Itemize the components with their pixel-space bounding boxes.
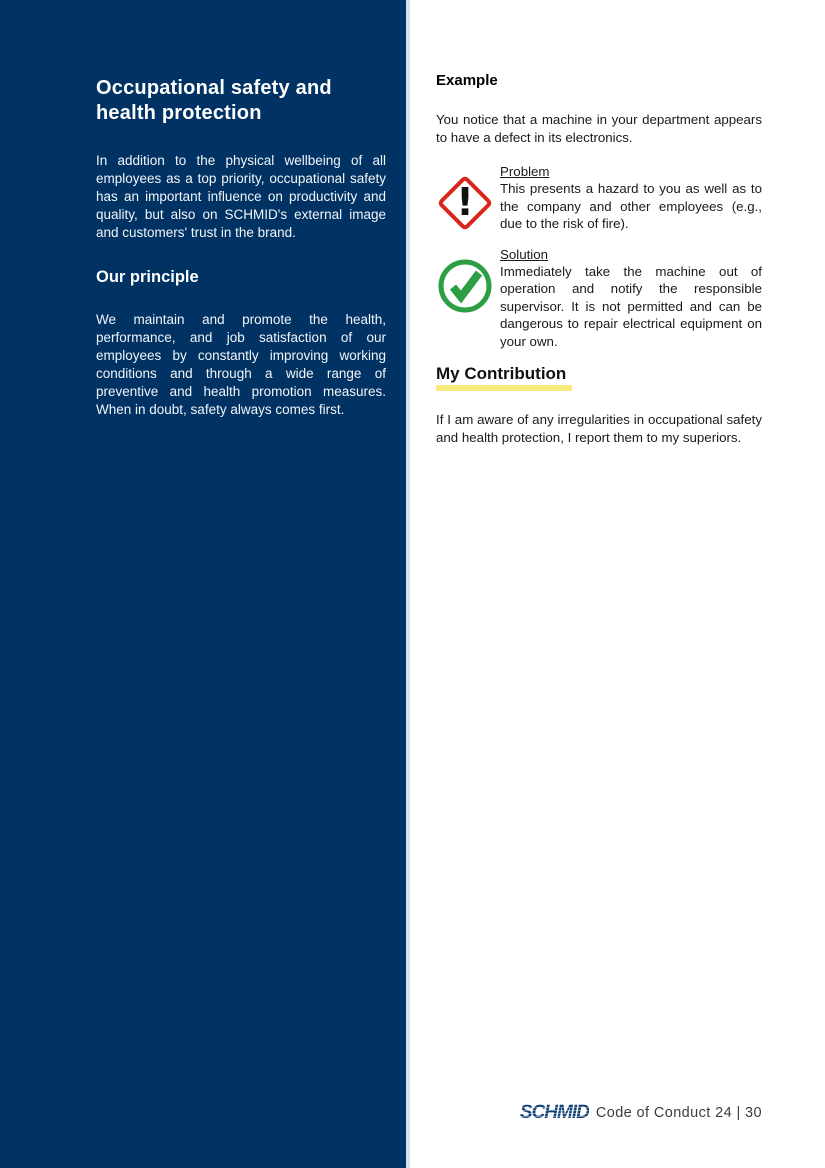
left-content	[96, 76, 386, 445]
problem-text-block	[500, 164, 762, 233]
footer-page-label: Code of Conduct 24 | 30	[595, 1105, 762, 1121]
solution-row	[436, 247, 762, 351]
yellow-highlight-underline	[436, 385, 572, 391]
intro-paragraph: In addition to the physical wellbeing of all employees as a top priority, occupational safety has an important influence on productivity and quality, but also on SCHMID's external image and customers' trust in the brand.	[96, 153, 386, 240]
solution-icon-cell	[436, 247, 500, 315]
principle-paragraph: We maintain and promote the health, performance, and job satisfaction of our employees by constantly improving working conditions and through a wide range of preventive and health promotion measures. When in doubt, safety always comes first.	[96, 312, 386, 417]
schmid-logo: SCHMID	[519, 1102, 589, 1123]
right-column	[436, 72, 762, 446]
page-title: Occupational safety and health protection	[96, 77, 332, 124]
left-navy-panel	[0, 0, 410, 1168]
check-circle-icon	[436, 257, 494, 315]
solution-label: Solution	[500, 246, 549, 262]
problem-icon-cell	[436, 164, 500, 232]
contribution-paragraph: If I am aware of any irregularities in occupational safety and health protection, I report them to my superiors.	[436, 412, 762, 445]
solution-paragraph: Immediately take the machine out of operation and notify the responsible supervisor. It is not permitted and can be dangerous to repair electrical equipment on your own.	[500, 263, 762, 349]
problem-label: Problem	[500, 164, 550, 179]
example-heading: Example	[436, 72, 498, 89]
problem-paragraph: This presents a hazard to you as well as to the company and other employees (e.g., due to the risk of fire).	[500, 181, 762, 231]
contribution-section	[436, 364, 762, 446]
example-paragraph: You notice that a machine in your department appears to have a defect in its electronics.	[436, 112, 762, 145]
hazard-exclamation-icon	[436, 174, 494, 232]
contribution-heading: My Contribution	[436, 364, 567, 383]
exclamation-glyph: !	[456, 180, 474, 224]
principle-heading: Our principle	[96, 268, 199, 286]
solution-text-block	[500, 247, 762, 351]
page-footer	[520, 1102, 762, 1124]
problem-row	[436, 164, 762, 233]
